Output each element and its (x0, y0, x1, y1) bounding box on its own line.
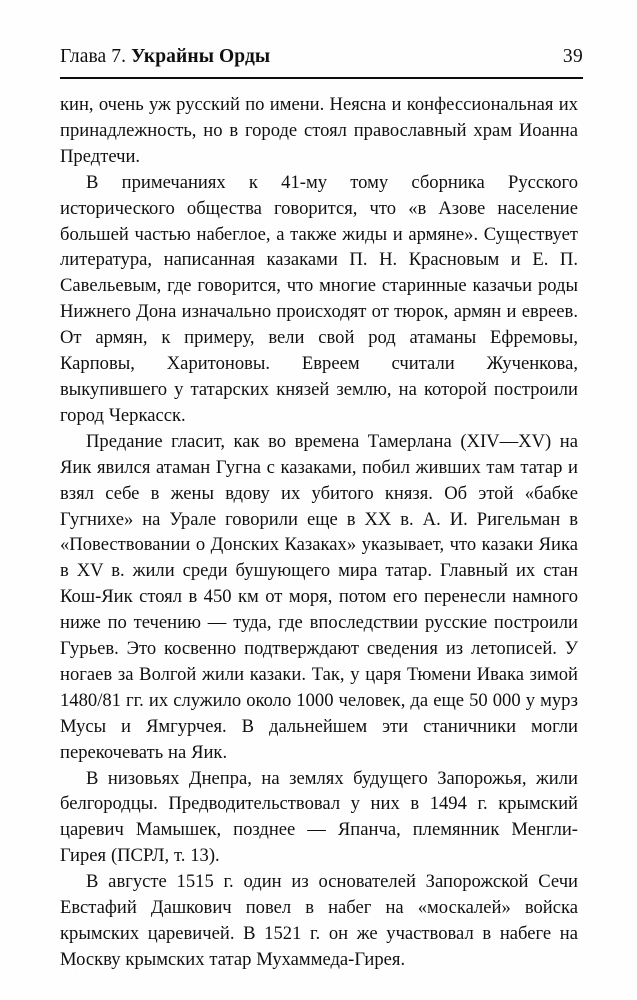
paragraph: В августе 1515 г. один из основателей Запорожской Сечи Евстафий Дашкович повел в набег на «москалей» войска крымских царевичей. В 1521 г. он же участвовал в набеге на Москву крымских татар Мухаммеда-Гирея. (60, 871, 578, 970)
chapter-title (60, 46, 270, 68)
paragraph: Предание гласит, как во времена Тамерлана (XIV—XV) на Яик явился атаман Гугна с казаками, побил живших там татар и взял себе в жены вдову их убитого князя. Об этой «бабке Гугнихе» на Урале говорили еще в XX в. А. И. Ригельман в «Повествовании о Донских Казаках» указывает, что казаки Яика в XV в. жили среди бушующего мира татар. Главный их стан Кош-Яик стоял в 450 км от моря, потом его перенесли намного ниже по течению — туда, где впоследствии русские построили Гурьев. Это косвенно подтверждают сведения из летописей. У ногаев за Волгой жили казаки. Так, у царя Тюмени Ивака зимой 1480/81 гг. их служило около 1000 человек, да еще 50 000 у мурз Мусы и Ямгурчея. В дальнейшем эти станичники могли перекочевать на Яик. (60, 430, 578, 763)
running-head (60, 46, 583, 76)
paragraph: В низовьях Днепра, на землях будущего Запорожья, жили белгородцы. Предводительствовал у них в 1494 г. крымский царевич Мамышек, позднее — Япанча, племянник Менгли-Гирея (ПСРЛ, т. 13). (60, 767, 578, 867)
page-number: 39 (562, 46, 583, 67)
chapter-number-label: Глава 7. (60, 46, 127, 67)
chapter-name-label: Украйны Орды (126, 46, 271, 67)
paragraph: кин, очень уж русский по имени. Неясна и конфессиональная их принадлежность, но в городе стоял православный храм Иоанна Предтечи. (60, 94, 578, 167)
paragraph: В примечаниях к 41-му тому сборника Русского исторического общества говорится, что «в Азове население большей частью набеглое, а также жиды и армяне». Существует литература, написанная казаками П. Н. Красновым и Е. П. Савельевым, где говорится, что многие старинные казачьи роды Нижнего Дона изначально происходят от тюрок, армян и евреев. От армян, к примеру, вели свой род атаманы Ефремовы, Карповы, Харитоновы. Евреем считали Жученкова, выкупившего у татарских князей землю, на которой построили город Черкасск. (60, 171, 578, 426)
body-text (60, 92, 578, 973)
header-rule (60, 77, 583, 79)
